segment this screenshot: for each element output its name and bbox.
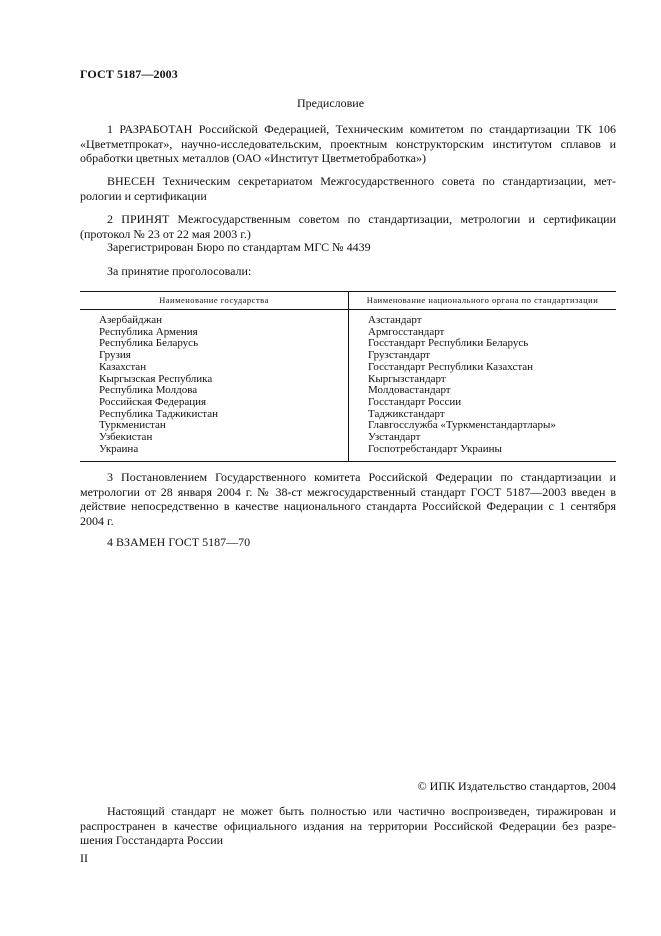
paragraph-introduced-by: [80, 174, 616, 203]
copyright-line: © ИПК Издательство стандартов, 2004: [417, 779, 616, 793]
state-name: Кыргызская Республика: [99, 372, 213, 385]
paragraph-registered: Зарегистрирован Бюро по стандартам МГС № 4439: [107, 240, 371, 254]
paragraph-line: распространен в качестве официального издания на территории Российской Федерации без разре-: [80, 818, 616, 833]
paragraph-line: 2 ПРИНЯТ Межгосударственным советом по стандартизации, метрологии и сертификации: [107, 212, 616, 226]
paragraph-line: «Цветметпрокат», научно-исследовательским, проектным конструкторским институтом сплавов и: [80, 136, 616, 151]
standards-body-name: Азстандарт: [368, 314, 422, 326]
state-name: Узбекистан: [99, 431, 153, 444]
paragraph-developed-by: [80, 122, 616, 166]
standards-body-name: Грузстандарт: [368, 349, 431, 362]
paragraph-line: 1 РАЗРАБОТАН Российской Федерацией, Техническим комитетом по стандартизации ТК 106: [107, 122, 616, 136]
standards-body-name: Таджикстандарт: [368, 407, 445, 420]
states-cell: [80, 310, 349, 462]
standards-body-name: Госстандарт России: [368, 395, 462, 408]
paragraph-line: метрологии от 28 января 2004 г. № 38-ст межгосударственный стандарт ГОСТ 5187—2003 введен в: [80, 484, 616, 499]
paragraph-voted: За принятие проголосовали:: [107, 264, 252, 278]
table-row: [80, 310, 616, 462]
paragraph-line: 2004 г.: [80, 513, 114, 528]
paragraph-line: (протокол № 23 от 22 мая 2003 г.): [80, 226, 251, 241]
paragraph-line: шения Госстандарта России: [80, 833, 224, 847]
paragraph-line: 3 Постановлением Государственного комитета Российской Федерации по стандартизации и: [107, 470, 616, 484]
paragraph-replaces: 4 ВЗАМЕН ГОСТ 5187—70: [107, 535, 251, 549]
state-name: Республика Армения: [99, 325, 198, 338]
paragraph-line: ВНЕСЕН Техническим секретариатом Межгосударственного совета по стандартизации, мет-: [107, 174, 616, 188]
paragraph-resolution: [80, 470, 616, 528]
page-number: II: [80, 851, 88, 865]
paragraph-line: обработки цветных металлов (ОАО «Институт Цветметобработка»): [80, 151, 426, 165]
standards-body-name: Армгосстандарт: [368, 325, 445, 338]
standards-body-name: Кыргызстандарт: [368, 372, 446, 385]
state-name: Грузия: [99, 349, 131, 362]
state-name: Республика Беларусь: [99, 337, 199, 350]
standards-body-name: Узстандарт: [368, 431, 421, 444]
voting-table: [80, 291, 616, 462]
standards-body-name: Госстандарт Республики Беларусь: [368, 337, 529, 350]
state-name: Казахстан: [99, 360, 147, 373]
standards-body-name: Молдовастандарт: [368, 384, 451, 397]
state-name: Азербайджан: [99, 314, 163, 326]
document-header: ГОСТ 5187—2003: [80, 67, 178, 81]
section-title: Предисловие: [296, 96, 365, 110]
standards-body-name: Госстандарт Республики Казахстан: [368, 360, 534, 373]
state-name: Украина: [99, 442, 139, 455]
table-header-row: [80, 292, 616, 310]
column-header-body: Наименование национального органа по стандартизации: [349, 292, 617, 310]
bodies-cell: [349, 310, 617, 462]
paragraph-line: Настоящий стандарт не может быть полностью или частично воспроизведен, тиражирован и: [107, 804, 616, 818]
paragraph-adopted-by: [80, 212, 616, 241]
paragraph-reproduction-notice: [80, 804, 616, 848]
state-name: Республика Таджикистан: [99, 407, 218, 420]
standards-body-name: Госпотребстандарт Украины: [368, 442, 502, 455]
paragraph-line: рологии и сертификации: [80, 188, 207, 203]
state-name: Российская Федерация: [99, 395, 207, 408]
state-name: Республика Молдова: [99, 384, 198, 397]
standards-body-name: Главгосслужба «Туркменстандартлары»: [368, 419, 556, 432]
paragraph-line: действие непосредственно в качестве национального стандарта Российской Федерации с 1 сентября: [80, 499, 616, 513]
column-header-state: Наименование государства: [80, 292, 349, 310]
state-name: Туркменистан: [99, 419, 166, 432]
